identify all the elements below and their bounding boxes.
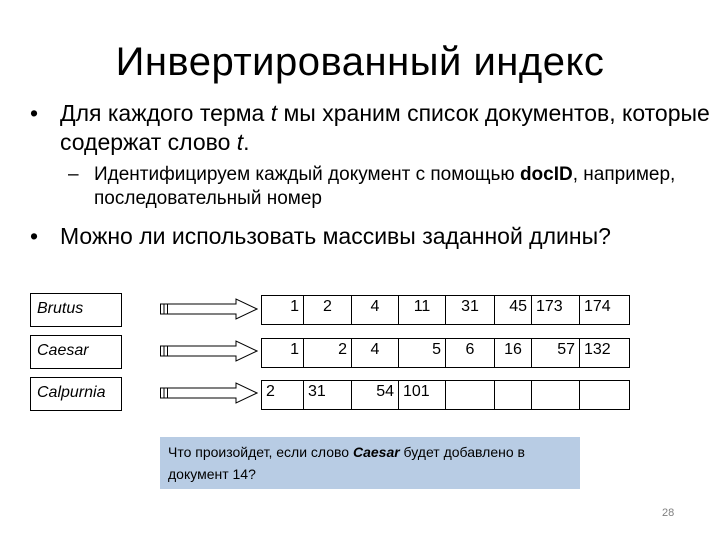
posting-cell: 57 xyxy=(531,338,580,368)
posting-cell: 4 xyxy=(351,295,399,325)
posting-cell: 2 xyxy=(303,295,352,325)
sub-bullet-marker: – xyxy=(68,164,79,185)
posting-cell: 132 xyxy=(579,338,630,368)
posting-cell: 1 xyxy=(261,338,304,368)
term-variable: t xyxy=(270,100,278,126)
postings-list-calpurnia xyxy=(262,380,630,410)
posting-cell: 16 xyxy=(494,338,532,368)
bullet-1-text-part: мы храним список документов, которые содержат слово xyxy=(60,100,710,155)
postings-list-caesar xyxy=(262,338,630,368)
posting-cell xyxy=(579,380,630,410)
posting-cell: 1 xyxy=(261,295,304,325)
posting-cell: 4 xyxy=(351,338,399,368)
posting-cell xyxy=(445,380,495,410)
arrow-right-icon xyxy=(160,298,258,320)
term-box-brutus: Brutus xyxy=(30,293,122,327)
posting-cell: 173 xyxy=(531,295,580,325)
term-box-calpurnia: Calpurnia xyxy=(30,377,122,411)
arrow-right-icon xyxy=(160,382,258,404)
bullet-1-text-part: . xyxy=(243,129,250,155)
callout-term: Caesar xyxy=(352,444,400,460)
posting-cell: 31 xyxy=(445,295,495,325)
posting-cell: 31 xyxy=(303,380,352,410)
term-box-caesar: Caesar xyxy=(30,335,122,369)
sub-bullet-text-part: Идентифицируем каждый документ с помощью xyxy=(94,164,520,185)
postings-list-brutus xyxy=(262,295,630,325)
bullet-marker: • xyxy=(30,223,39,249)
bullet-1-text xyxy=(60,99,710,157)
posting-cell xyxy=(531,380,580,410)
sub-bullet-text xyxy=(94,163,704,211)
posting-cell: 101 xyxy=(398,380,446,410)
page-number: 28 xyxy=(662,507,675,519)
callout-text: Что произойдет, если слово xyxy=(168,444,353,460)
callout-text: будет добавлено в документ 14? xyxy=(168,444,525,482)
posting-cell: 2 xyxy=(261,380,304,410)
posting-cell: 54 xyxy=(351,380,399,410)
sub-bullet-text-part: , например, последовательный номер xyxy=(94,164,676,209)
posting-cell: 5 xyxy=(398,338,446,368)
posting-cell: 2 xyxy=(303,338,352,368)
bullet-1-text-part: Для каждого терма xyxy=(60,100,271,126)
docid-term: docID xyxy=(519,164,573,185)
posting-cell: 174 xyxy=(579,295,630,325)
bullet-2-text: Можно ли использовать массивы заданной длины? xyxy=(60,223,611,249)
arrow-right-icon xyxy=(160,340,258,362)
slide-title: Инвертированный индекс xyxy=(115,40,605,84)
bullet-marker: • xyxy=(30,100,39,126)
posting-cell xyxy=(494,380,532,410)
term-variable: t xyxy=(236,129,244,155)
posting-cell: 11 xyxy=(398,295,446,325)
question-callout xyxy=(160,437,580,489)
posting-cell: 45 xyxy=(494,295,532,325)
posting-cell: 6 xyxy=(445,338,495,368)
